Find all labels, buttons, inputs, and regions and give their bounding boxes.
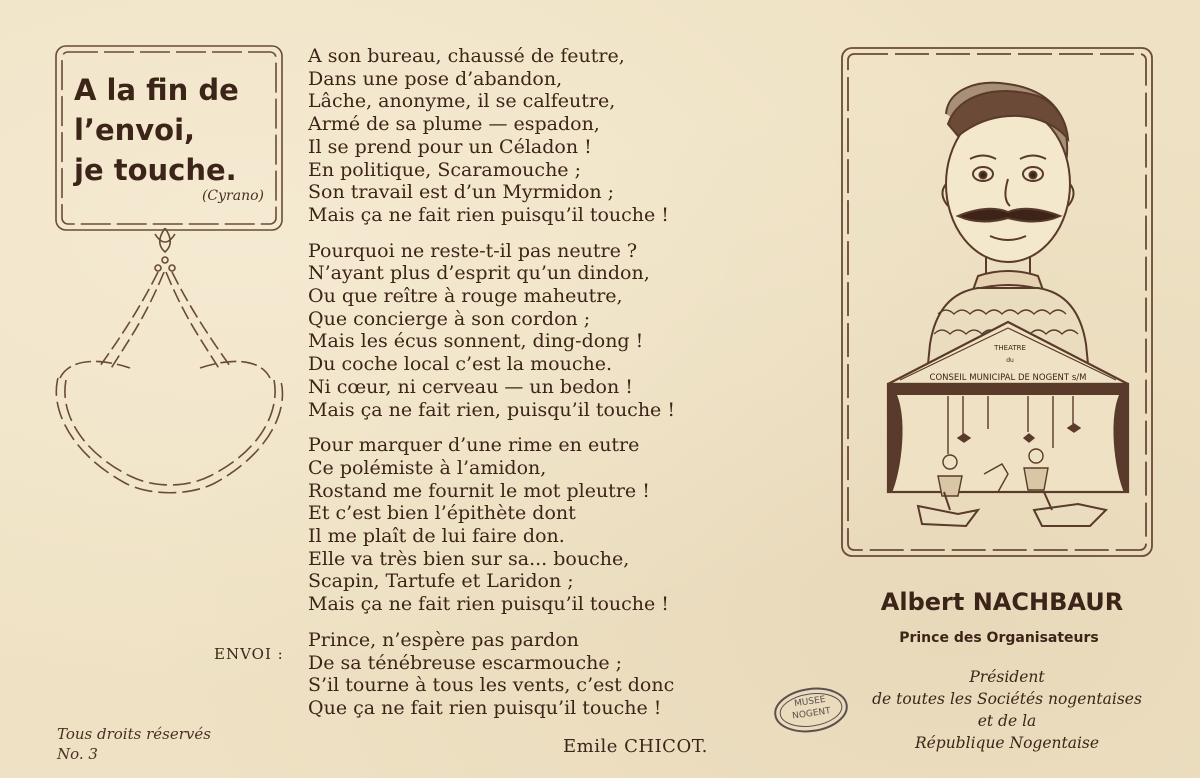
poem-line: Que concierge à son cordon ; [308,307,591,330]
poem-stanza-2 [308,240,788,422]
role-line-3: et de la [977,712,1037,730]
poem-line: Pourquoi ne reste-t-il pas neutre ? [308,239,638,262]
pendant-ornament [50,228,290,508]
poem-line: Ce polémiste à l’amidon, [308,456,547,479]
portrait-subtitle: Prince des Organisateurs [899,630,1099,646]
poem-line: Son travail est d’un Myrmidon ; [308,181,615,204]
title-text [74,70,284,190]
envoi-label: ENVOI : [214,645,284,663]
poem [308,45,788,733]
rights-text: Tous droits réservés [57,725,211,743]
poem-line: Ni cœur, ni cerveau — un bedon ! [308,375,633,398]
stamp-line-1: MUSEE [793,694,827,710]
portrait-roles [842,666,1172,754]
poem-line: A son bureau, chaussé de feutre, [308,45,625,67]
portrait-name: Albert NACHBAUR [880,588,1124,616]
title-box [52,42,284,232]
poem-line: Scapin, Tartufe et Laridon ; [308,570,574,593]
poem-line: Ou que reître à rouge maheutre, [308,285,623,308]
stamp-line-2: NOGENT [791,706,832,722]
poem-line: Mais ça ne fait rien puisqu’il touche ! [308,203,669,226]
poem-author: Emile CHICOT. [563,736,708,757]
theatre-sign-line-3: CONSEIL MUNICIPAL DE NOGENT s/M [929,373,1087,383]
poem-line: Il se prend pour un Céladon ! [308,135,592,158]
title-line-1: A la fin de [74,73,239,107]
poem-line: Mais les écus sonnent, ding-dong ! [308,330,644,353]
poem-stanza-3 [308,434,788,616]
role-line-1: Président [969,668,1045,686]
poem-line: Et c’est bien l’épithète dont [308,502,576,525]
poem-line: Il me plaît de lui faire don. [308,525,565,548]
poem-line: S’il tourne à tous les vents, c’est donc [308,674,675,697]
poem-line: En politique, Scaramouche ; [308,158,581,181]
rights-notice [57,724,211,764]
role-line-4: République Nogentaise [914,734,1100,752]
poem-line: Mais ça ne fait rien puisqu’il touche ! [308,593,669,616]
poem-line: Elle va très bien sur sa... bouche, [308,547,630,570]
role-line-2: de toutes les Sociétés nogentaises [872,690,1142,708]
portrait-frame [838,44,1158,564]
poem-line: Prince, n’espère pas pardon [308,628,579,651]
poem-line: N’ayant plus d’esprit qu’un dindon, [308,262,650,285]
museum-stamp [772,686,850,734]
poem-line: Armé de sa plume — espadon, [308,113,600,136]
poem-stanza-envoi [308,629,788,720]
poem-line: Lâche, anonyme, il se calfeutre, [308,90,616,113]
poem-line: Pour marquer d’une rime en eutre [308,434,640,457]
title-line-2: l’envoi, [74,113,196,147]
poem-line: Rostand me fournit le mot pleutre ! [308,479,650,502]
poem-line: Que ça ne fait rien puisqu’il touche ! [308,696,662,719]
poem-line: Du coche local c’est la mouche. [308,353,612,376]
title-attribution: (Cyrano) [201,188,264,204]
poem-line: De sa ténébreuse escarmouche ; [308,651,623,674]
theatre-sign-line-1: THEATRE [994,344,1026,352]
poem-line: Mais ça ne fait rien, puisqu’il touche ! [308,398,675,421]
card-number: No. 3 [57,745,98,763]
poem-stanza-1 [308,45,788,227]
theatre-sign-line-2: du [1006,357,1014,364]
caricature-illustration [888,83,1128,526]
title-line-3: je touche. [74,153,237,187]
poem-line: Dans une pose d’abandon, [308,67,563,90]
